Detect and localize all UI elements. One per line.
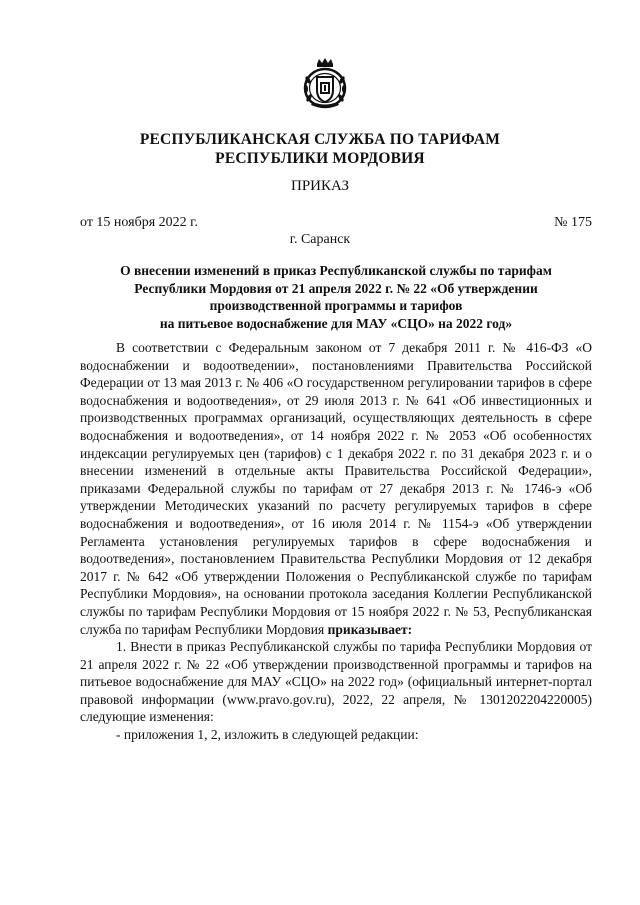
document-city: г. Саранск — [289, 232, 351, 247]
organization-name — [0, 130, 640, 168]
document-subject — [80, 262, 592, 332]
organization-line-2: РЕСПУБЛИКИ МОРДОВИЯ — [215, 150, 425, 167]
coat-of-arms-of-mordovia-icon — [302, 58, 348, 110]
document-date: от 15 ноября 2022 г. — [80, 215, 198, 230]
document-number: № 175 — [554, 215, 592, 230]
body-paragraph-item-1-sub: - приложения 1, 2, изложить в следующей редакции: — [116, 727, 419, 743]
subject-line-2: Республики Мордовия от 21 апреля 2022 г. № 22 «Об утверждении — [134, 280, 538, 296]
preamble-text: В соответствии с Федеральным законом от 7 декабря 2011 г. № 416-ФЗ «О водоснабжении и водоотведении», постановлениями Правительства Российской Федерации от 13 мая 2013 г. № 406 «О государственном регулировании тарифов в сфере водоснабжения и водоотведения», от 29 июля 2013 г. № 641 «Об инвестиционных и производственных программах организаций, осуществляющих деятельность в сфере водоснабжения и водоотведения», от 14 ноября 2022 г. № 2053 «Об особенностях индексации регулируемых цен (тарифов) с 1 декабря 2022 г. по 31 декабря 2023 г. и о внесении изменений в отдельные акты Правительства Российской Федерации», приказами Федеральной службы по тарифам от 27 декабря 2013 г. № 1746-э «Об утверждении Методических указаний по расчету регулируемых тарифов в сфере водоснабжения и водоотведения», от 16 июля 2014 г. № 1154-э «Об утверждении Регламента установления регулируемых тарифов в сфере водоснабжения и водоотведения», постановлением Правительства Республики Мордовия от 12 декабря 2017 г. № 642 «Об утверждении Положения о Республиканской службе по тарифам Республики Мордовия», на основании протокола заседания Коллегии Республиканской службы по тарифам Республики Мордовия от 15 ноября 2022 г. № 53, Республиканская служба по тарифам Республики Мордовия — [80, 340, 592, 637]
body-paragraph-preamble — [80, 339, 592, 638]
preamble-decision-word: приказывает: — [327, 621, 413, 637]
document-body — [80, 339, 592, 744]
body-paragraph-item-1: 1. Внести в приказ Республиканской службы по тарифа Республики Мордовия от 21 апреля 2022 г. № 22 «Об утверждении производственной программы и тарифов на питьевое водоснабжение для МАУ «СЦО» на 2022 год» (официальный интернет-портал правовой информации (www.pravo.gov.ru), 2022, 22 апреля, № 1301202204220005) следующие изменения: — [80, 639, 592, 725]
subject-line-4: на питьевое водоснабжение для МАУ «СЦО» на 2022 год» — [159, 315, 513, 331]
document-type: ПРИКАЗ — [291, 178, 349, 194]
organization-line-1: РЕСПУБЛИКАНСКАЯ СЛУЖБА ПО ТАРИФАМ — [139, 131, 501, 148]
subject-line-1: О внесении изменений в приказ Республиканской службы по тарифам — [120, 263, 552, 278]
subject-line-3: производственной программы и тарифов — [209, 298, 463, 313]
